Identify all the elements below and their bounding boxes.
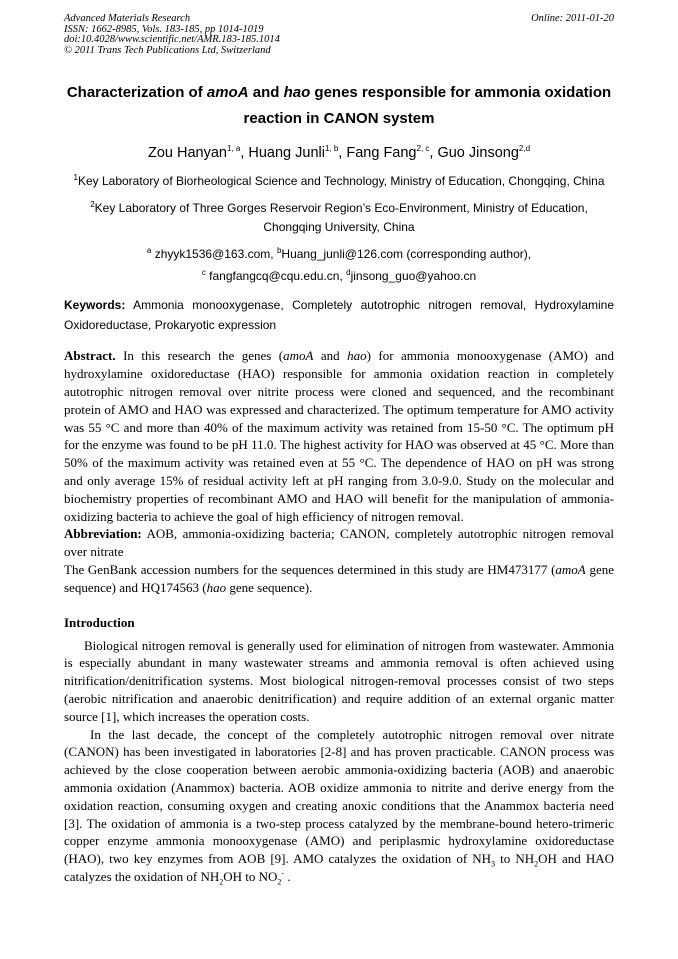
journal-name: Advanced Materials Research bbox=[64, 13, 191, 24]
author-list: Zou Hanyan$^{1, a}$, Huang Junli$^{1, b}$, Fang Fang$^{2, c}$, Guo Jinsong$^{2,d}$ bbox=[147, 144, 531, 162]
journal-header bbox=[64, 14, 614, 56]
abbreviation: Abbreviation: AOB, ammonia-oxidizing bacteria; CANON, completely autotrophic nitrogen removal over nitrate bbox=[64, 526, 614, 560]
abbreviation-label: Abbreviation: bbox=[64, 526, 142, 542]
intro-paragraph-1: Biological nitrogen removal is generally used for elimination of nitrogen from wastewater. Ammonia is especially abundant in many wastewater streams and ammonia removal is often achieved using nitrification/denitrification systems. Most biological nitrogen-removal processes consist of two steps (aerobic nitrification and anaerobic denitrification) and require addition of an external organic matter source [1], which increases the operation costs. bbox=[64, 637, 614, 724]
email-line-1: $^a$ zhyyk1536@163.com, $^b$Huang_junli@126.com (corresponding author), bbox=[146, 246, 532, 262]
online-date: Online: 2011-01-20 bbox=[531, 13, 614, 24]
email-line-2: $^c$ fangfangcq@cqu.edu.cn, $^d$jinsong_guo@yahoo.cn bbox=[201, 268, 477, 284]
author-name: Fang Fang bbox=[346, 145, 417, 162]
introduction-heading: Introduction bbox=[64, 614, 135, 630]
author-name: Zou Hanyan bbox=[147, 145, 227, 162]
genbank-note: The GenBank accession numbers for the sequences determined in this study are HM473177 (amoA gene sequence) and HQ174563 (hao gene sequence). bbox=[64, 561, 614, 595]
abstract: Abstract. In this research the genes (amoA and hao) for ammonia monooxygenase (AMO) and hydroxylamine oxidoreductase (HAO) responsible for ammonia oxidation reaction in completely autotrophic nitrogen removal over nitrite process were cloned and sequenced, and the recombinant protein of AMO and HAO was expressed and characterized. The optimum temperature for AMO activity was 55 °C and more than 40% of the maximum activity was retained from 15-50 °C. The optimum pH for the enzyme was found to be pH 11.0. The highest activity for HAO was observed at 45 °C. More than 50% of the maximum activity was retained even at 55 °C. The dependence of HAO on pH was strong and only average 15% of residual activity left at pH ranging from 3.0-9.0. Study on the molecular and biochemistry properties of recombinant AMO and HAO will benefit for the manipulation of ammonia-oxidizing bacteria to achieve the goal of high efficiency of nitrogen removal. bbox=[64, 348, 614, 524]
keywords-label: Keywords: bbox=[64, 298, 126, 313]
doi-line: doi:10.4028/www.scientific.net/AMR.183-185.1014 bbox=[64, 34, 280, 46]
paper-title: Characterization of amoA and hao genes responsible for ammonia oxidation reaction in CANON system bbox=[66, 84, 612, 128]
author-name: Guo Jinsong bbox=[437, 145, 519, 162]
issn-line: ISSN: 1662-8985, Vols. 183-185, pp 1014-1019 bbox=[64, 23, 264, 35]
affiliation-2: $^2$Key Laboratory of Three Gorges Reservoir Region’s Eco-Environment, Ministry of Education, Chongqing University, China bbox=[90, 200, 588, 235]
author-name: Huang Junli bbox=[248, 145, 325, 162]
keywords: Keywords: Ammonia monooxygenase, Completely autotrophic nitrogen removal, Hydroxylamine Oxidoreductase, Prokaryotic expression bbox=[64, 298, 614, 332]
affiliation-1: $^1$Key Laboratory of Biorheological Science and Technology, Ministry of Education, Chongqing, China bbox=[73, 173, 605, 189]
abstract-label: Abstract. bbox=[64, 348, 116, 364]
intro-paragraph-2: In the last decade, the concept of the completely autotrophic nitrogen removal over nitrate (CANON) has been investigated in laboratories [2-8] and has proven practicable. CANON process was achieved by the close cooperation between aerobic ammonia-oxidizing bacteria (AOB) and anaerobic ammonia oxidation (Anammox) bacteria. AOB oxidize ammonia to nitrite and derive energy from the oxidation reaction, consuming oxygen and creating anoxic conditions that the Anammox bacteria need [3]. The oxidation of ammonia is a two-step process catalyzed by the membrane-bound hetero-trimeric copper enzyme ammonia monooxygenase (AMO) and periplasmic hydroxylamine oxidoreductase (HAO), two key enzymes from AOB [9]. AMO catalyzes the oxidation of $NH_3$ to $NH_2OH$ and HAO catalyzes the oxidation of $NH_2OH$ to $NO_2^-$ . bbox=[64, 726, 614, 887]
paper-page bbox=[64, 14, 614, 886]
copyright-line: © 2011 Trans Tech Publications Ltd, Switzerland bbox=[64, 44, 271, 56]
